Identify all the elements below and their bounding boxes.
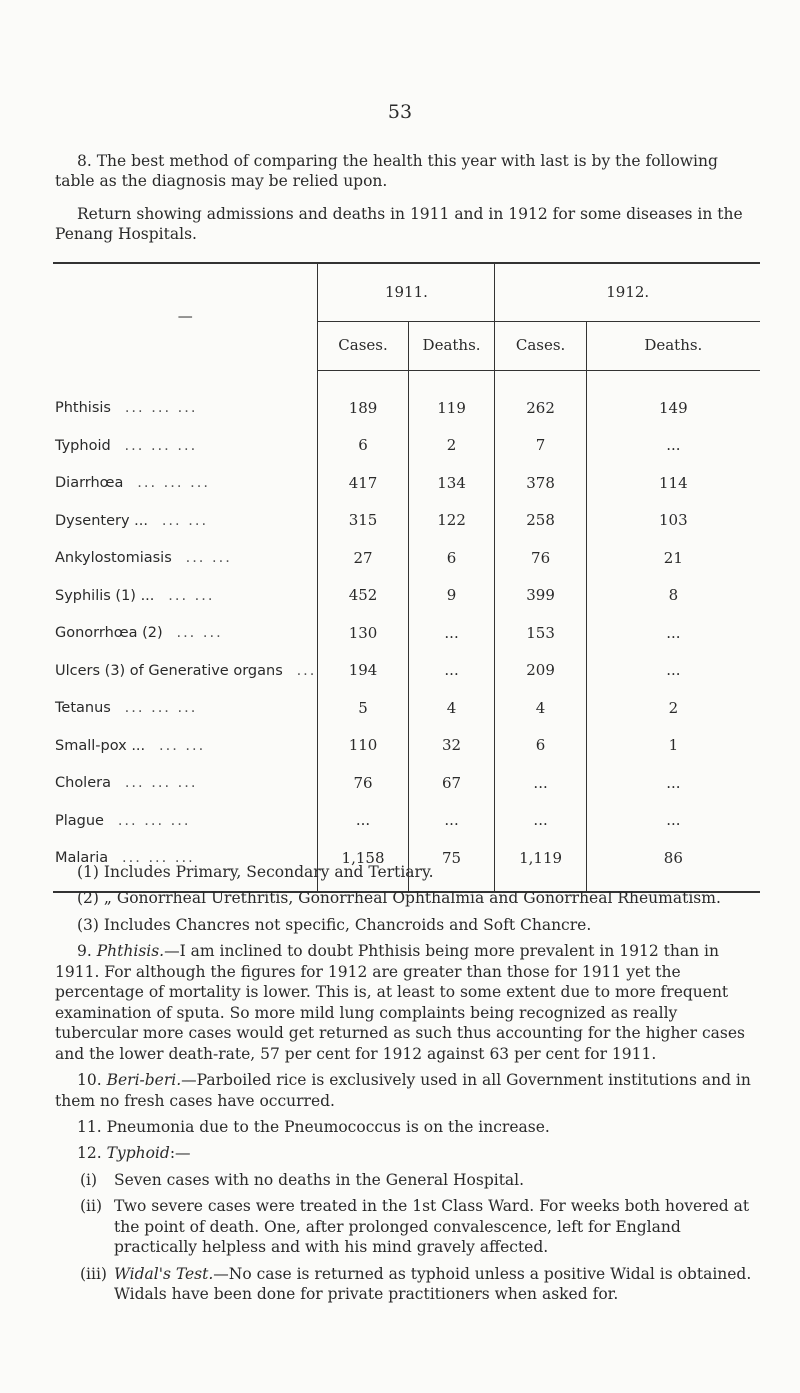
- footnote-1: (1) Includes Primary, Secondary and Tertiary.: [77, 863, 434, 881]
- deaths-1911-cell: 9: [408, 578, 495, 616]
- disease-label: [53, 428, 318, 466]
- p12-title: Typhoid: [106, 1144, 170, 1163]
- p10-title: Beri-beri.: [106, 1071, 182, 1090]
- disease-table: [53, 262, 760, 893]
- typhoid-item-2: [80, 1196, 759, 1257]
- cases-1912-cell: 262: [495, 371, 586, 428]
- p9-number: 9.: [77, 942, 92, 961]
- deaths-1912-cell: ...: [586, 653, 760, 691]
- table-row: [53, 765, 760, 803]
- cases-1911-header: Cases.: [318, 322, 408, 371]
- cases-1911-cell: 417: [318, 465, 408, 503]
- leader-dots: ... ...: [185, 550, 232, 567]
- disease-label: [53, 803, 318, 841]
- cases-1911-cell: 189: [318, 371, 408, 428]
- item-number: (i): [80, 1170, 98, 1189]
- table-row: [53, 371, 760, 428]
- deaths-1912-cell: ...: [586, 615, 760, 653]
- cases-1911-cell: 27: [318, 540, 408, 578]
- deaths-1912-cell: 1: [586, 728, 760, 766]
- leader-dots: ... ...: [161, 512, 209, 529]
- p9-text: —I am inclined to doubt Phthisis being more prevalent in 1912 than in 1911. For although the figures for 1912 are greater than those for 1911 yet the percentage of mortality is lower. This is, at least to some extent due to more frequent examination of sputa. So more mild lung complaints being recognized as really tubercular more cases would get returned as such thus accounting for the higher cases and the lower death-rate, 57 per cent for 1912 against 63 per cent for 1911.: [55, 942, 745, 1063]
- disease-label: [53, 578, 318, 616]
- leader-dots: ... ...: [168, 587, 215, 604]
- paragraph-11: 11. Pneumonia due to the Pneumococcus is on the increase.: [77, 1117, 550, 1136]
- table-caption: Return showing admissions and deaths in 1911 and in 1912 for some diseases in the Penang Hospitals.: [55, 204, 743, 244]
- item-number: (iii): [80, 1264, 107, 1283]
- disease-name: Typhoid: [55, 437, 111, 454]
- page-number: 53: [387, 101, 413, 123]
- cases-1912-cell: 76: [495, 540, 586, 578]
- cases-1912-cell: ...: [495, 803, 586, 841]
- table-row: [53, 728, 760, 766]
- cases-1912-cell: 399: [495, 578, 586, 616]
- cases-1911-cell: 1,158: [318, 840, 408, 892]
- leader-dots: ... ... ...: [124, 437, 198, 454]
- deaths-1911-cell: 122: [408, 503, 495, 541]
- cases-1911-cell: 194: [318, 653, 408, 691]
- typhoid-item-3: [80, 1264, 759, 1305]
- table-row: [53, 428, 760, 466]
- widal-title: Widal's Test.: [114, 1264, 214, 1283]
- cases-1911-cell: 315: [318, 503, 408, 541]
- disease-name: Tetanus: [55, 700, 111, 717]
- item-text: Two severe cases were treated in the 1st Class Ward. For weeks both hovered at the point of death. One, after prolonged convalescence, left for England practically helpless and with his mind gravely affected.: [114, 1197, 750, 1257]
- disease-label: [53, 540, 318, 578]
- deaths-1911-cell: 67: [408, 765, 495, 803]
- deaths-1911-header: Deaths.: [408, 322, 495, 371]
- cases-1912-cell: 258: [495, 503, 586, 541]
- table-row: [53, 578, 760, 616]
- paragraph-8: 8. The best method of comparing the health this year with last is by the following table as the diagnosis may be relied upon.: [55, 152, 718, 191]
- cases-1912-cell: 4: [495, 690, 586, 728]
- notes-section: [55, 862, 759, 1311]
- disease-name: Plague: [55, 812, 104, 829]
- widal-text: —No case is returned as typhoid unless a positive Widal is obtained. Widals have been done for private practitioners when asked for.: [114, 1264, 752, 1304]
- cases-1911-cell: ...: [318, 803, 408, 841]
- p12-number: 12.: [77, 1144, 102, 1163]
- disease-name: Malaria: [55, 850, 109, 867]
- item-number: (ii): [80, 1197, 103, 1216]
- cases-1911-cell: 110: [318, 728, 408, 766]
- cases-1911-cell: 5: [318, 690, 408, 728]
- leader-dots: ... ... ...: [124, 399, 198, 416]
- cases-1911-cell: 6: [318, 428, 408, 466]
- leader-dots: ... ... ...: [137, 475, 210, 492]
- disease-label: [53, 465, 318, 503]
- disease-label: [53, 371, 318, 428]
- leader-dots: ... ... ...: [124, 775, 198, 792]
- year-1912-header: 1912.: [495, 263, 760, 322]
- deaths-1912-cell: 149: [586, 371, 760, 428]
- deaths-1912-cell: 103: [586, 503, 760, 541]
- disease-label: [53, 615, 318, 653]
- deaths-1911-cell: 134: [408, 465, 495, 503]
- table-row: [53, 803, 760, 841]
- footnote-2: (2) „ Gonorrheal Urethritis, Gonorrheal Ophthalmia and Gonorrheal Rheumatism.: [77, 889, 721, 908]
- cases-1912-cell: 153: [495, 615, 586, 653]
- cases-1912-cell: 378: [495, 465, 586, 503]
- disease-name: Gonorrhœa (2): [55, 625, 163, 642]
- cases-1912-cell: 6: [495, 728, 586, 766]
- deaths-1912-cell: 2: [586, 690, 760, 728]
- paragraph-12: [55, 1143, 759, 1163]
- cases-1911-cell: 452: [318, 578, 408, 616]
- cases-1912-cell: 1,119: [495, 840, 586, 892]
- p9-title: Phthisis.: [96, 942, 165, 961]
- cases-1911-cell: 130: [318, 615, 408, 653]
- leader-dots: ... ...: [176, 625, 223, 642]
- paragraph-9: [55, 941, 759, 1064]
- cases-1912-header: Cases.: [495, 322, 586, 371]
- table-row: [53, 503, 760, 541]
- deaths-1912-header: Deaths.: [586, 322, 760, 371]
- deaths-1911-cell: 119: [408, 371, 495, 428]
- leader-dots: ... ... ...: [124, 700, 198, 717]
- p10-text: —Parboiled rice is exclusively used in all Government institutions and in them no fresh cases have occurred.: [55, 1071, 751, 1110]
- disease-name: Small-pox ...: [55, 737, 146, 754]
- disease-name: Ankylostomiasis: [55, 550, 172, 567]
- deaths-1911-cell: ...: [408, 803, 495, 841]
- footnote-3: (3) Includes Chancres not specific, Chancroids and Soft Chancre.: [77, 915, 592, 934]
- leader-dots: ... ... ...: [122, 850, 195, 867]
- deaths-1912-cell: ...: [586, 765, 760, 803]
- deaths-1912-cell: 114: [586, 465, 760, 503]
- disease-name: Ulcers (3) of Generative organs: [55, 662, 283, 679]
- item-text: [114, 1264, 759, 1305]
- leader-dots: ...: [296, 662, 317, 679]
- disease-name: Syphilis (1) ...: [55, 587, 155, 604]
- deaths-1912-cell: ...: [586, 803, 760, 841]
- paragraph-10: [55, 1070, 759, 1111]
- disease-name: Diarrhœa: [55, 475, 124, 492]
- deaths-1911-cell: 6: [408, 540, 495, 578]
- item-text: Seven cases with no deaths in the General Hospital.: [114, 1170, 525, 1189]
- disease-name: Dysentery ...: [55, 512, 148, 529]
- disease-name: Cholera: [55, 775, 111, 792]
- year-1911-header: 1911.: [318, 263, 495, 322]
- table-row: [53, 540, 760, 578]
- deaths-1911-cell: 2: [408, 428, 495, 466]
- deaths-1911-cell: ...: [408, 615, 495, 653]
- disease-label: [53, 653, 318, 691]
- cases-1912-cell: ...: [495, 765, 586, 803]
- leader-dots: ... ...: [158, 737, 206, 754]
- deaths-1911-cell: 4: [408, 690, 495, 728]
- cases-1912-cell: 209: [495, 653, 586, 691]
- corner-cell: —: [177, 307, 193, 326]
- cases-1911-cell: 76: [318, 765, 408, 803]
- disease-label: [53, 503, 318, 541]
- deaths-1912-cell: 86: [586, 840, 760, 892]
- table-row: [53, 690, 760, 728]
- p12-suffix: :—: [169, 1144, 191, 1163]
- disease-label: [53, 690, 318, 728]
- intro-section: [55, 151, 759, 257]
- deaths-1912-cell: 8: [586, 578, 760, 616]
- typhoid-item-1: [80, 1170, 759, 1190]
- leader-dots: ... ... ...: [117, 812, 191, 829]
- p10-number: 10.: [77, 1071, 102, 1090]
- disease-label: [53, 728, 318, 766]
- deaths-1911-cell: 32: [408, 728, 495, 766]
- deaths-1912-cell: 21: [586, 540, 760, 578]
- disease-label: [53, 765, 318, 803]
- table-body: [53, 371, 760, 892]
- disease-name: Phthisis: [55, 399, 111, 416]
- deaths-1912-cell: ...: [586, 428, 760, 466]
- table-row: [53, 465, 760, 503]
- deaths-1911-cell: ...: [408, 653, 495, 691]
- cases-1912-cell: 7: [495, 428, 586, 466]
- table-row: [53, 615, 760, 653]
- table-row: [53, 653, 760, 691]
- deaths-1911-cell: 75: [408, 840, 495, 892]
